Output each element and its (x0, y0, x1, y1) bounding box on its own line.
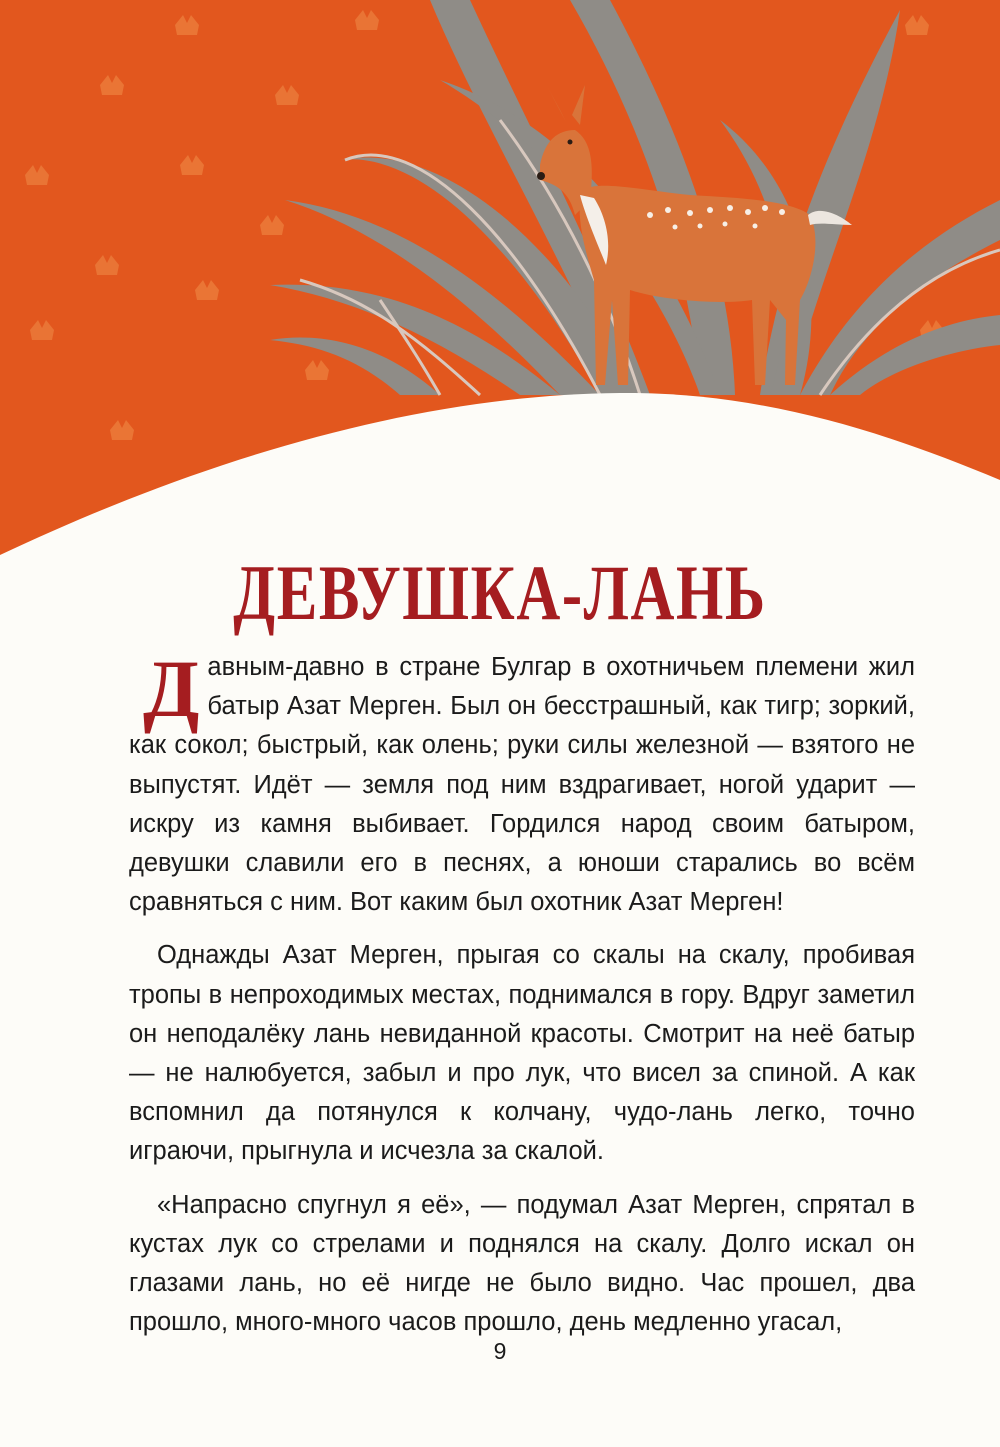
story-text (129, 643, 915, 1356)
paragraph-1-text: авным-давно в стране Булгар в охотничьем племени жил батыр Азат Мерген. Был он бесстрашный, как тигр; зоркий, как сокол; быстрый, как олень; руки силы железной — взятого не выпустят. Идёт — земля под ним вздрагивает, ногой ударит — искру из камня выбивает. Гордился народ своим батыром, девушки славили его в песнях, а юноши старались во всём сравняться с ним. Вот каким был охотник Азат Мерген! (129, 653, 915, 917)
paragraph-2: Однажды Азат Мерген, прыгая со скалы на скалу, пробивая тропы в непроходимых местах, поднимался в гору. Вдруг заметил он неподалёку лань невиданной красоты. Смотрит на неё батыр — не налюбуется, забыл и про лук, что висел за спиной. А как вспомнил да потянулся к колчану, чудо-лань легко, точно играючи, прыгнула и исчезла за скалой. (129, 941, 915, 1166)
paragraph-3: «Напрасно спугнул я её», — подумал Азат Мерген, спрятал в кустах лук со стрелами и поднялся на скалу. Долго искал он глазами лань, но её нигде не было видно. Час прошел, два прошло, много-много часов прошло, день медленно угасал, (129, 1190, 915, 1337)
page-title: ДЕВУШКА-ЛАНЬ (233, 549, 767, 636)
paragraph-1 (129, 643, 915, 922)
page-number: 9 (493, 1338, 507, 1364)
deer-illustration (0, 0, 1000, 560)
dropcap-letter: Д (143, 643, 200, 734)
